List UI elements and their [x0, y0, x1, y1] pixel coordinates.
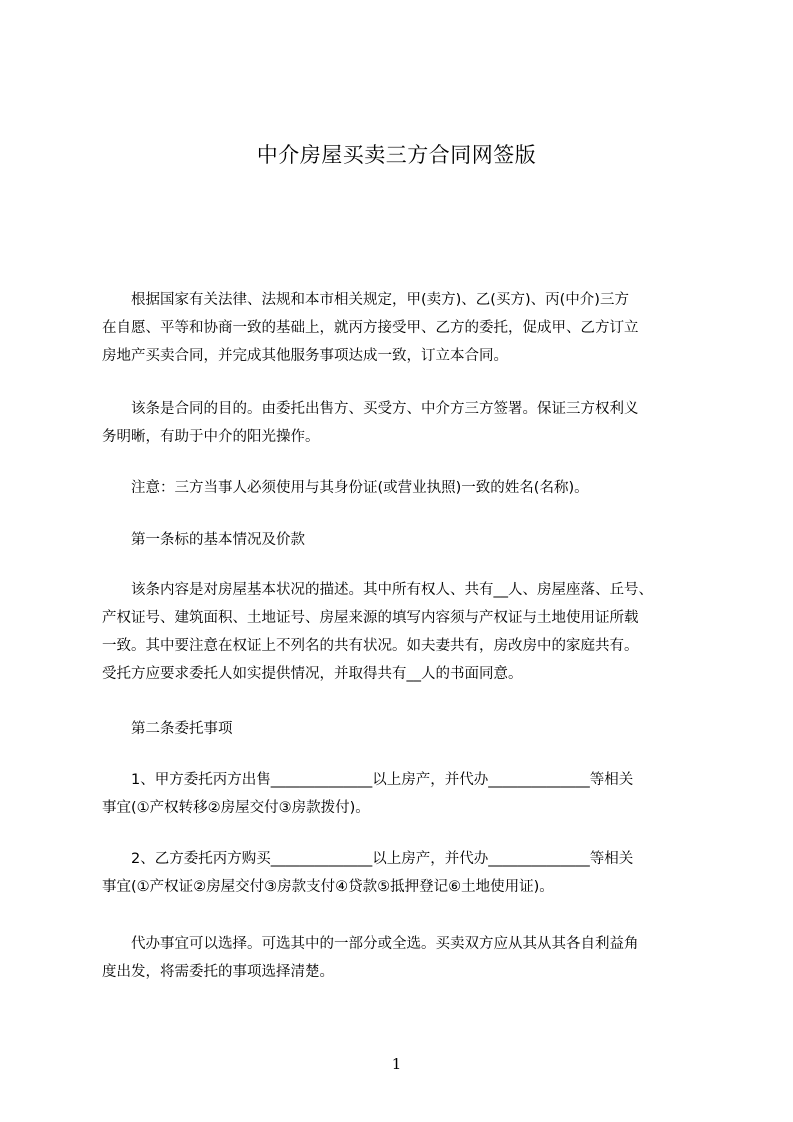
- paragraph-line: 该条是合同的目的。由委托出售方、买受方、中介方三方签署。保证三方权利义: [102, 401, 639, 417]
- paragraph-notice: [102, 474, 707, 502]
- paragraph-property-description: [102, 576, 707, 688]
- paragraph-line: 第一条标的基本情况及价款: [102, 532, 305, 548]
- paragraph-line: 务明晰，有助于中介的阳光操作。: [102, 429, 320, 445]
- paragraph-line: 2、乙方委托丙方购买______________以上房产，并代办______________等相关: [102, 851, 634, 867]
- paragraph-line: 在自愿、平等和协商一致的基础上，就丙方接受甲、乙方的委托，促成甲、乙方订立: [102, 320, 639, 336]
- paragraph-line: 一致。其中要注意在权证上不列名的共有状况。如夫妻共有，房改房中的家庭共有。: [102, 638, 639, 654]
- paragraph-line: 产权证号、建筑面积、土地证号、房屋来源的填写内容须与产权证与土地使用证所载: [102, 610, 639, 626]
- section-heading-article-1: [102, 526, 707, 554]
- paragraph-optional-services: [102, 930, 707, 986]
- paragraph-line: 代办事宜可以选择。可选其中的一部分或全选。买卖双方应从其从其各自利益角: [102, 936, 639, 952]
- paragraph-line: 第二条委托事项: [102, 721, 233, 737]
- paragraph-buyer-delegation: [102, 845, 707, 901]
- paragraph-line: 受托方应要求委托人如实提供情况，并取得共有__人的书面同意。: [102, 666, 523, 682]
- paragraph-line: 度出发，将需委托的事项选择清楚。: [102, 964, 334, 980]
- paragraph-line: 1、甲方委托丙方出售______________以上房产，并代办______________等相关: [102, 772, 634, 788]
- document-title: 中介房屋买卖三方合同网签版: [256, 143, 537, 167]
- paragraph-seller-delegation: [102, 766, 707, 822]
- paragraph-line: 根据国家有关法律、法规和本市相关规定，甲(卖方)、乙(买方)、丙(中介)三方: [102, 292, 629, 308]
- paragraph-intro: [102, 286, 707, 370]
- paragraph-line: 注意：三方当事人必须使用与其身份证(或营业执照)一致的姓名(名称)。: [102, 480, 589, 496]
- paragraph-line: 事宜(①产权转移②房屋交付③房款拨付)。: [102, 800, 370, 816]
- paragraph-line: 该条内容是对房屋基本状况的描述。其中所有权人、共有__人、房屋座落、丘号、: [102, 582, 653, 598]
- page-number: 1: [391, 1055, 402, 1073]
- paragraph-purpose: [102, 395, 707, 451]
- paragraph-line: 事宜(①产权证②房屋交付③房款支付④贷款⑤抵押登记⑥土地使用证)。: [102, 879, 554, 895]
- paragraph-line: 房地产买卖合同，并完成其他服务事项达成一致，订立本合同。: [102, 348, 508, 364]
- section-heading-article-2: [102, 715, 707, 743]
